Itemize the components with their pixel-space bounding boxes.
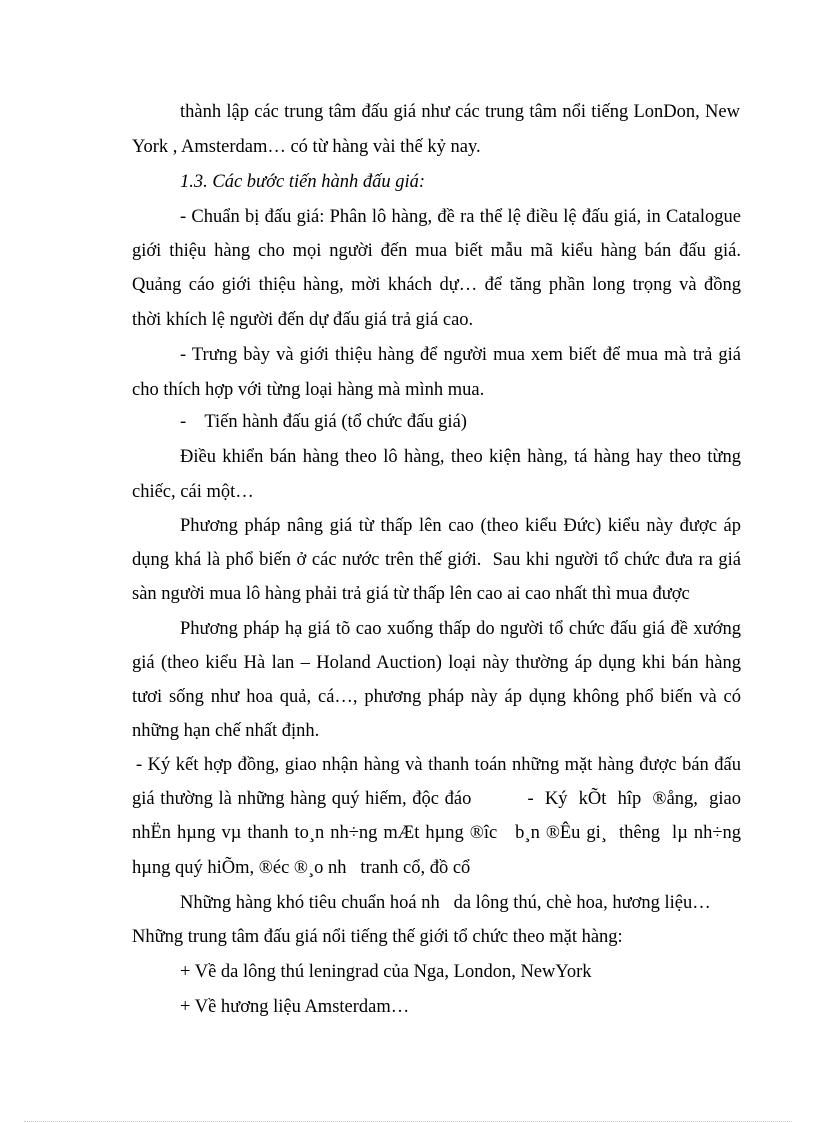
text-line: Những trung tâm đấu giá nổi tiếng thế giới tổ chức theo mặt hàng:: [132, 927, 623, 947]
text-line: Phương pháp hạ giá tõ cao xuống thấp do người tổ chức đấu giá đề xướng: [180, 619, 741, 639]
page-bottom-divider: [24, 1121, 792, 1122]
text-line: dụng khá là phổ biến ở các nước trên thế giới. Sau khi người tổ chức đưa ra giá: [132, 550, 741, 570]
text-line: - Trưng bày và giới thiệu hàng để người mua xem biết để mua mà trả giá: [180, 345, 741, 365]
text-line: những hạn chế nhất định.: [132, 721, 320, 741]
text-line: - Ký kết hợp đồng, giao nhận hàng và thanh toán những mặt hàng được bán đấu: [136, 755, 741, 775]
text-line: cho thích hợp với từng loại hàng mà mình mua.: [132, 380, 485, 400]
text-line: hµng quý hiÕm, ®éc ®¸o nh tranh cổ, đồ cổ: [132, 858, 471, 878]
text-line: thời khích lệ người đến dự đấu giá trả giá cao.: [132, 310, 474, 330]
text-line: tươi sống như hoa quả, cá…, phương pháp này áp dụng không phổ biến và có: [132, 687, 741, 707]
text-line: giá (theo kiểu Hà lan – Holand Auction) loại này thường áp dụng khi bán hàng: [132, 653, 741, 673]
text-line: - Tiến hành đấu giá (tổ chức đấu giá): [180, 412, 467, 432]
text-line: Điều khiển bán hàng theo lô hàng, theo kiện hàng, tá hàng hay theo từng: [180, 447, 741, 467]
text-line: chiếc, cái một…: [132, 482, 254, 502]
text-line: + Về hương liệu Amsterdam…: [180, 997, 410, 1017]
text-line: giới thiệu hàng cho mọi người đến mua biết mẫu mã kiểu hàng bán đấu giá.: [132, 241, 741, 261]
text-line: sàn người mua lô hàng phải trả giá từ thấp lên cao ai cao nhất thì mua được: [132, 584, 690, 604]
text-line: - Chuẩn bị đấu giá: Phân lô hàng, đề ra thể lệ điều lệ đấu giá, in Catalogue: [180, 207, 741, 227]
text-line: Những hàng khó tiêu chuẩn hoá nh da lông thú, chè hoa, hương liệu…: [180, 893, 711, 913]
text-line: Quảng cáo giới thiệu hàng, mời khách dự… để tăng phần long trọng và đồng: [132, 275, 741, 295]
text-line: giá thường là những hàng quý hiếm, độc đáo - Ký kÕt hîp ®ång, giao: [132, 789, 741, 809]
section-heading: 1.3. Các bước tiến hành đấu giá:: [180, 172, 426, 192]
text-line: nhËn hµng vµ thanh to¸n nh÷ng mÆt hµng ®îc b¸n ®Êu gi¸ thêng lµ nh÷ng: [132, 823, 741, 843]
text-line: York , Amsterdam… có từ hàng vài thế kỷ nay.: [132, 137, 481, 157]
text-line: Phương pháp nâng giá từ thấp lên cao (theo kiểu Đức) kiểu này được áp: [180, 516, 741, 536]
text-line: thành lập các trung tâm đấu giá như các trung tâm nổi tiếng LonDon, New: [180, 102, 740, 122]
text-line: + Về da lông thú leningrad của Nga, London, NewYork: [180, 962, 592, 982]
